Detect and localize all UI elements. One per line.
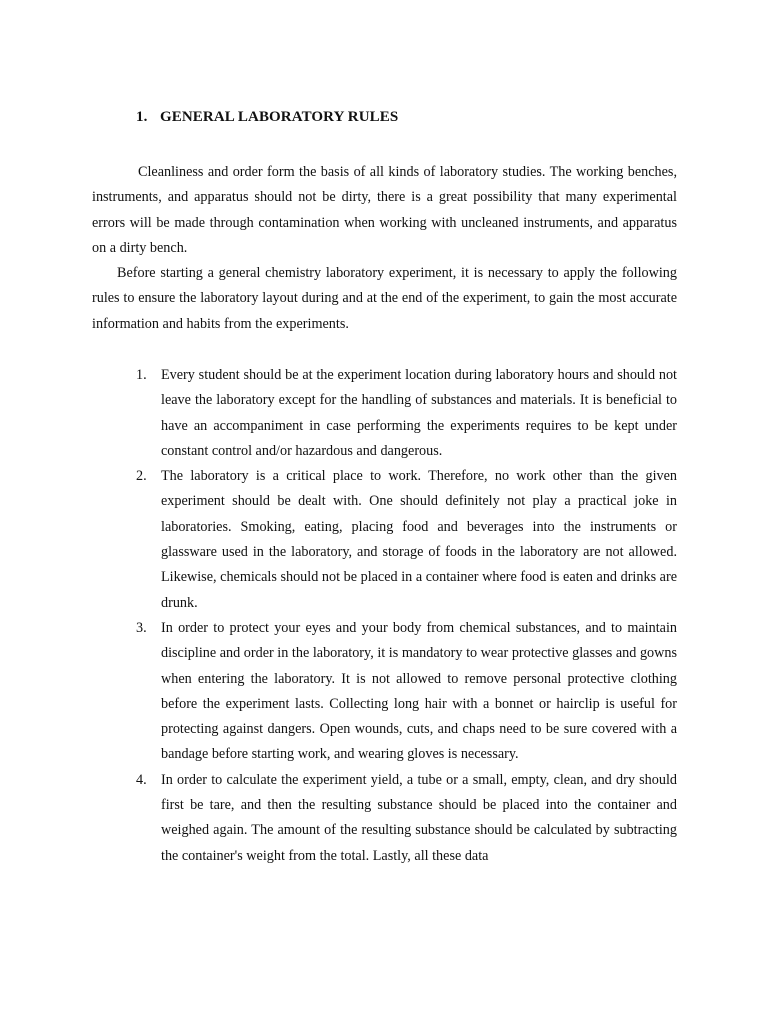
list-item-number: 1. <box>136 367 147 383</box>
section-title: GENERAL LABORATORY RULES <box>160 109 399 125</box>
list-item-number: 4. <box>136 771 147 788</box>
section-heading <box>136 109 398 126</box>
list-item-number: 2. <box>136 468 147 485</box>
rules-preamble-paragraph: Before starting a general chemistry laboratory experiment, it is necessary to apply the following rules to ensure the laboratory layout during and at the end of the experiment, to gain the most accurate information and habits from the experiments. <box>92 265 677 332</box>
list-item-text: In order to protect your eyes and your body from chemical substances, and to maintain discipline and order in the laboratory, it is mandatory to wear protective glasses and gowns when entering the laboratory. It is not allowed to remove personal protective clothing before the experiment lasts. Collecting long hair with a bonnet or hairclip is useful for protecting against dangers. Open wounds, cuts, and chaps need to be sure covered with a bandage before starting work, and wearing gloves is necessary. <box>161 619 677 763</box>
list-item-text: Every student should be at the experiment location during laboratory hours and should not leave the laboratory except for the handling of substances and materials. It is beneficial to have an accompaniment in case performing the experiments requires to be kept under constant control and/or hazardous and dangerous. <box>161 367 677 459</box>
list-item <box>136 363 677 464</box>
list-item <box>136 464 677 616</box>
section-number: 1. <box>136 109 148 125</box>
list-item <box>136 616 677 768</box>
intro-paragraph: Cleanliness and order form the basis of all kinds of laboratory studies. The working benches, instruments, and apparatus should not be dirty, there is a great possibility that many experimental errors will be made through contamination when working with uncleaned instruments, and apparatus on a dirty bench. <box>92 164 677 256</box>
list-item-text: In order to calculate the experiment yield, a tube or a small, empty, clean, and dry should first be tare, and then the resulting substance should be placed into the container and weighed again. The amount of the resulting substance should be calculated by subtracting the container's weight from the total. Lastly, all these data <box>161 771 677 864</box>
list-item-text: The laboratory is a critical place to work. Therefore, no work other than the given experiment should be dealt with. One should definitely not play a practical joke in laboratories. Smoking, eating, placing food and beverages into the instruments or glassware used in the laboratory, and storage of foods in the laboratory are not allowed. Likewise, chemicals should not be placed in a container where food is eaten and drinks are drunk. <box>161 468 677 611</box>
list-item <box>136 768 677 869</box>
list-item-number: 3. <box>136 619 147 636</box>
rules-list <box>136 363 677 869</box>
